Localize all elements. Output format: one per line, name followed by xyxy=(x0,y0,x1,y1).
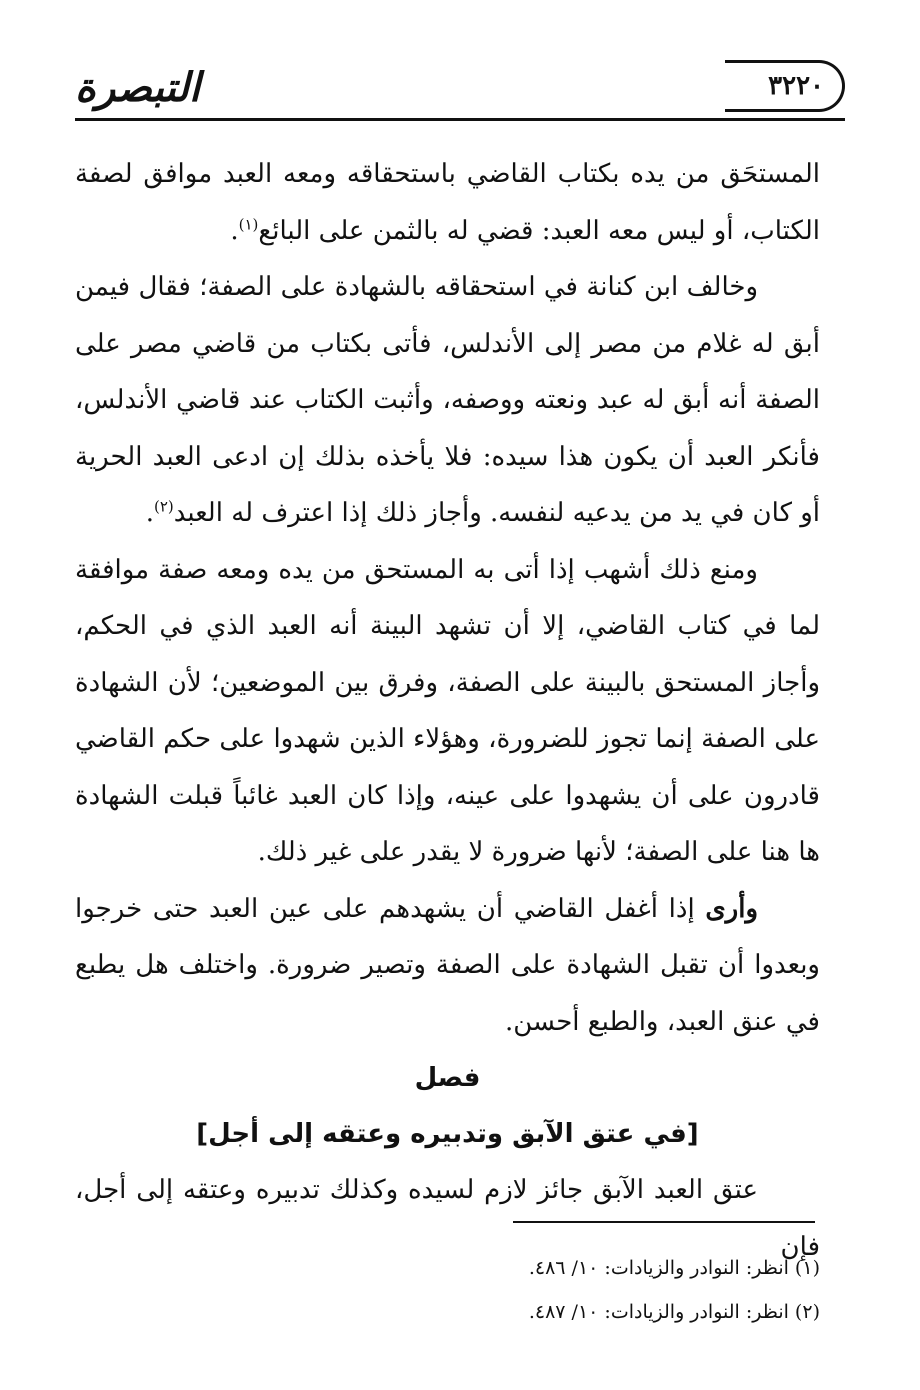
header-rule xyxy=(75,118,845,121)
section-title: فصل xyxy=(414,1063,481,1093)
section-subtitle: [في عتق الآبق وتدبيره وعتقه إلى أجل] xyxy=(196,1119,699,1149)
paragraph-5: عتق العبد الآبق جائز لازم لسيده وكذلك تدبيره وعتقه إلى أجل، فإن xyxy=(75,1175,820,1262)
footnote-2: (٢) انظر: النوادر والزيادات: ١٠/ ٤٨٧. xyxy=(528,1301,820,1323)
paragraph-4-lead: وأرى xyxy=(705,893,758,924)
paragraph-4-text: إذا أغفل القاضي أن يشهدهم على عين العبد حتى خرجوا وبعدوا أن تقبل الشهادة على الصفة وتصير ضرورة. واختلف هل يطبع في عنق العبد، والطبع أحسن. xyxy=(75,893,820,1037)
paragraph-1-line-1: المستحَق من يده بكتاب القاضي باستحقاقه ومعه العبد موافق لصفة الكتاب، xyxy=(75,159,820,246)
page-number: ٣٢٢٠ xyxy=(768,71,824,101)
footnote-ref-2[interactable]: (٢) xyxy=(153,497,174,516)
main-text xyxy=(75,146,820,1275)
book-title: التبصرة xyxy=(75,64,201,111)
footnote-ref-1[interactable]: (١) xyxy=(238,214,259,233)
paragraph-3: ومنع ذلك أشهب إذا أتى به المستحق من يده ومعه صفة موافقة لما في كتاب القاضي، إلا أن تشهد البينة أنه العبد الذي في الحكم، وأجاز المستحق بالبينة على الصفة، وفرق بين الموضعين؛ لأن الشهادة على الصفة إنما تجوز للضرورة، وهؤلاء الذين شهدوا على حكم القاضي قادرون على أن يشهدوا على عينه، وإذا كان العبد غائباً قبلت الشهادة ها هنا على الصفة؛ لأنها ضرورة لا يقدر على غير ذلك. xyxy=(75,554,820,867)
page-number-frame xyxy=(725,60,845,112)
footnotes xyxy=(75,1246,820,1334)
paragraph-4 xyxy=(75,881,820,1051)
footnote-1: (١) انظر: النوادر والزيادات: ١٠/ ٤٨٦. xyxy=(528,1257,820,1279)
paragraph-1-line-2: أو ليس معه العبد: قضي له بالثمن على البائع xyxy=(258,215,734,246)
paragraph-1-end: . xyxy=(230,215,239,246)
footnote-separator xyxy=(513,1221,815,1223)
page-header xyxy=(75,52,845,124)
paragraph-2-end: . xyxy=(145,498,154,528)
paragraph-1 xyxy=(75,146,820,259)
paragraph-2-text: وخالف ابن كنانة في استحقاقه بالشهادة على الصفة؛ فقال فيمن أبق له غلام من مصر إلى الأندلس، فأتى بكتاب من قاضي مصر على الصفة أنه أبق له عبد ونعته ووصفه، وأثبت الكتاب عند قاضي الأندلس، فأنكر العبد أن يكون هذا سيده: فلا يأخذه بذلك إن ادعى العبد الحرية أو كان في يد من يدعيه لنفسه. وأجاز ذلك إذا اعترف له العبد xyxy=(75,272,820,528)
paragraph-2 xyxy=(75,259,820,542)
